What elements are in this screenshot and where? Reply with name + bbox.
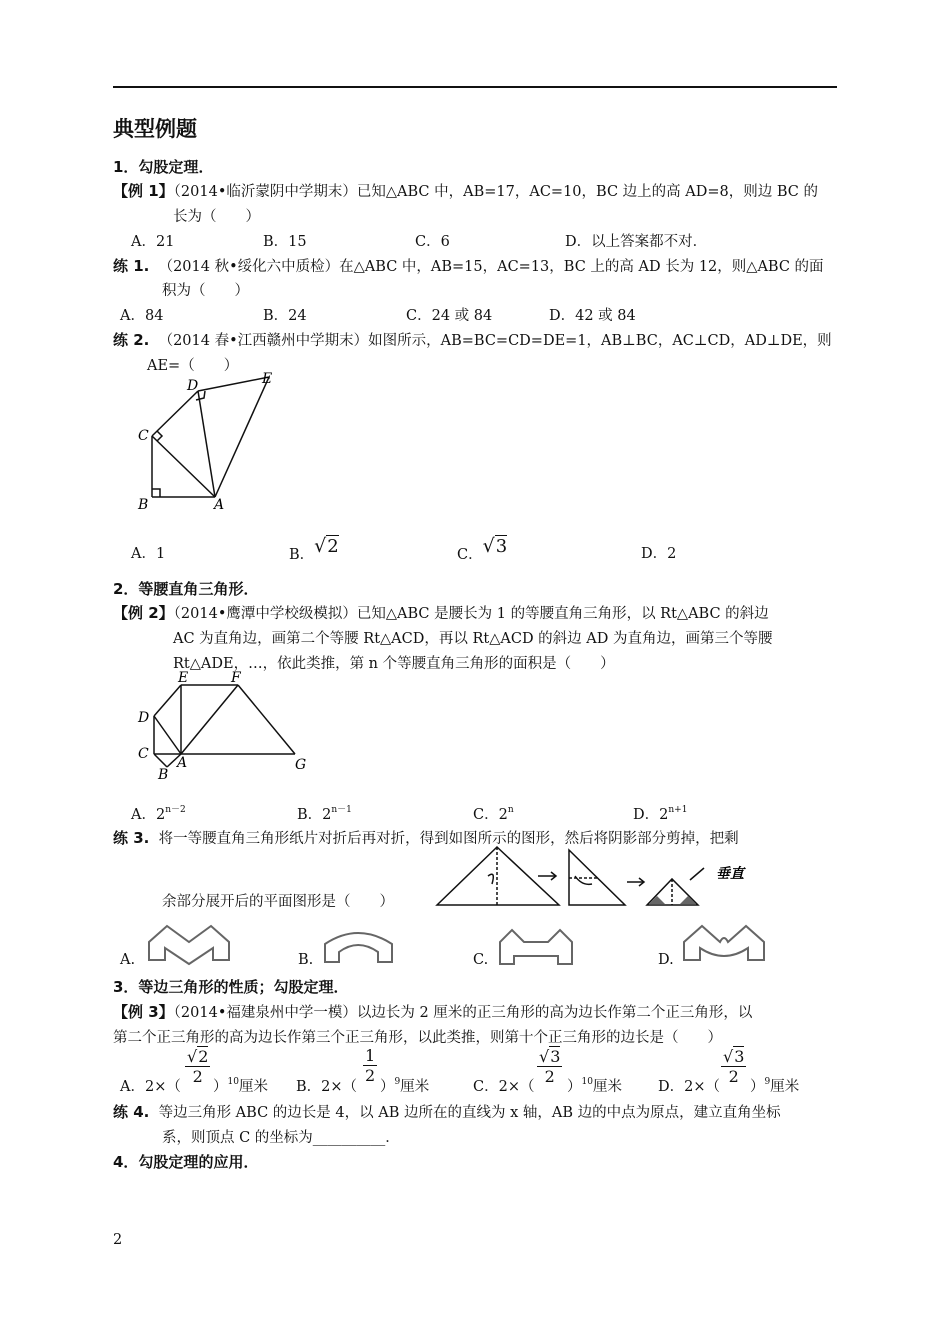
label-a: A xyxy=(214,497,225,513)
radicand-b: 2 xyxy=(327,536,339,557)
practice-3-option-a-label: A. xyxy=(120,952,136,968)
practice-2-tag: 练 2. xyxy=(113,331,150,349)
example-3-option-a-tail xyxy=(213,1075,268,1096)
example-1-option-d: D．以上答案都不对． xyxy=(565,234,708,250)
option-exponent: 9 xyxy=(394,1077,401,1087)
example-3-text: （2014•福建泉州中学一模）以边长为 2 厘米的正三角形的高为边长作第二个正三角形，以 xyxy=(173,1005,753,1021)
option-exponent: n xyxy=(507,805,514,815)
example-1-line-2: 长为（ ） xyxy=(173,209,260,225)
practice-1-text: （2014 秋•绥化六中质检）在△ABC 中，AB=15，AC=13，BC 上的高 AD 长为 12，则△ABC 的面 xyxy=(158,259,824,275)
practice-4-line-1 xyxy=(113,1101,781,1122)
example-3-option-b xyxy=(296,1075,357,1096)
option-prefix: B．2×（ xyxy=(296,1079,358,1095)
label-d: D xyxy=(187,378,199,394)
label-e: E xyxy=(262,371,273,387)
label-c: C xyxy=(138,428,149,444)
example-1-option-b: B．15 xyxy=(263,234,307,250)
option-unit: 厘米 xyxy=(238,1079,268,1095)
practice-1-tag: 练 1. xyxy=(113,257,150,275)
page-number: 2 xyxy=(113,1232,123,1248)
option-exponent: 10 xyxy=(227,1077,239,1087)
example-3-option-a xyxy=(120,1075,181,1096)
practice-2-option-c-label: C． xyxy=(457,547,483,563)
practice-4-tag: 练 4. xyxy=(113,1103,150,1121)
option-base: C．2 xyxy=(473,807,508,823)
numerator: 2 xyxy=(198,1047,209,1066)
practice-2-text: （2014 春•江西赣州中学期末）如图所示，AB=BC=CD=DE=1，AB⊥BC，AC⊥CD，AD⊥DE，则 xyxy=(158,333,832,349)
practice-3-fold-figure xyxy=(432,842,792,912)
section-1-title: 1．勾股定理． xyxy=(113,158,214,176)
option-base: D．2 xyxy=(633,807,669,823)
radicand-c: 3 xyxy=(495,536,508,557)
practice-3-option-b-shape xyxy=(320,922,400,968)
example-1-option-a: A．21 xyxy=(131,234,175,250)
section-2-title: 2．等腰直角三角形． xyxy=(113,580,259,598)
example-1-tag: 【例 1】 xyxy=(113,182,174,200)
example-2-option-a xyxy=(131,803,186,824)
practice-2-option-d: D．2 xyxy=(641,546,677,562)
section-4-title: 4．勾股定理的应用． xyxy=(113,1153,259,1171)
option-exponent: n－2 xyxy=(165,805,186,815)
practice-2-line-1 xyxy=(113,329,832,350)
practice-4-line-2: 系，则顶点 C 的坐标为__________． xyxy=(162,1130,400,1146)
option-unit: 厘米 xyxy=(400,1079,430,1095)
practice-2-option-b-label: B． xyxy=(289,547,315,563)
option-base: B．2 xyxy=(297,807,332,823)
option-prefix: C．2×（ xyxy=(473,1079,535,1095)
practice-3-option-c-shape xyxy=(496,922,580,968)
sqrt-symbol: √ xyxy=(539,1047,550,1066)
denominator: 2 xyxy=(192,1067,203,1086)
example-2-text: （2014•鹰潭中学校级模拟）已知△ABC 是腰长为 1 的等腰直角三角形，以 Rt△ABC 的斜边 xyxy=(173,606,769,622)
section-3-title: 3．等边三角形的性质；勾股定理． xyxy=(113,978,349,996)
practice-2-option-c xyxy=(457,535,508,563)
practice-3-option-d-label: D. xyxy=(658,952,674,968)
close-paren: ） xyxy=(380,1079,395,1095)
practice-1-option-c: C．24 或 84 xyxy=(406,308,493,324)
sqrt-symbol: √ xyxy=(723,1047,734,1066)
label-e: E xyxy=(178,670,189,686)
practice-1-line-1 xyxy=(113,255,824,276)
option-unit: 厘米 xyxy=(592,1079,622,1095)
numerator: 3 xyxy=(550,1047,561,1066)
practice-3-text: 将一等腰直角三角形纸片对折后再对折，得到如图所示的图形，然后将阴影部分剪掉，把剩 xyxy=(158,831,739,847)
numerator: 1 xyxy=(365,1046,376,1065)
denominator: 2 xyxy=(728,1067,739,1086)
example-2-tag: 【例 2】 xyxy=(113,604,174,622)
practice-2-line-2: AE=（ ） xyxy=(147,358,239,374)
example-3-option-d xyxy=(658,1075,720,1096)
example-3-option-b-tail xyxy=(380,1075,429,1096)
practice-1-option-a: A．84 xyxy=(120,308,164,324)
example-2-option-d xyxy=(633,803,687,824)
practice-2-option-b xyxy=(289,535,339,563)
example-2-option-c xyxy=(473,803,514,824)
option-unit: 厘米 xyxy=(770,1079,800,1095)
option-base: A．2 xyxy=(131,807,166,823)
close-paren: ） xyxy=(213,1079,228,1095)
practice-3-option-b-label: B. xyxy=(298,952,314,968)
sqrt-symbol: √ xyxy=(482,535,495,557)
example-3-option-d-tail xyxy=(750,1075,799,1096)
example-2-option-b xyxy=(297,803,352,824)
fraction-c xyxy=(537,1046,562,1086)
header-rule xyxy=(113,86,837,88)
fraction-a xyxy=(185,1046,210,1086)
label-g: G xyxy=(295,757,307,773)
label-b: B xyxy=(158,767,169,782)
example-2-line-1 xyxy=(113,602,769,623)
close-paren: ） xyxy=(567,1079,582,1095)
practice-1-option-b: B．24 xyxy=(263,308,307,324)
practice-3-option-c-label: C. xyxy=(473,952,489,968)
option-exponent: 10 xyxy=(581,1077,593,1087)
practice-2-figure xyxy=(133,370,283,515)
fraction-b xyxy=(363,1046,377,1085)
sqrt-symbol: √ xyxy=(187,1047,198,1066)
example-1-option-c: C．6 xyxy=(415,234,450,250)
numerator: 3 xyxy=(734,1047,745,1066)
label-c: C xyxy=(138,746,149,762)
practice-1-option-d: D．42 或 84 xyxy=(549,308,636,324)
vertical-label: 垂直 xyxy=(716,866,744,882)
denominator: 2 xyxy=(365,1066,376,1085)
label-f: F xyxy=(231,670,241,686)
denominator: 2 xyxy=(544,1067,555,1086)
practice-3-option-d-shape xyxy=(680,920,770,968)
label-a: A xyxy=(177,755,188,771)
sqrt-symbol: √ xyxy=(314,535,327,557)
example-3-option-c xyxy=(473,1075,534,1096)
example-3-option-c-tail xyxy=(567,1075,622,1096)
practice-3-line-2: 余部分展开后的平面图形是（ ） xyxy=(162,894,394,910)
example-3-line-2: 第二个正三角形的高为边长作第三个正三角形，以此类推，则第十个正三角形的边长是（ ） xyxy=(113,1030,722,1046)
close-paren: ） xyxy=(750,1079,765,1095)
example-1-text: （2014•临沂蒙阴中学期末）已知△ABC 中，AB=17，AC=10，BC 边上的高 AD=8，则边 BC 的 xyxy=(173,184,818,200)
option-exponent: n+1 xyxy=(668,805,688,815)
section-heading: 典型例题 xyxy=(113,117,197,141)
option-prefix: A．2×（ xyxy=(120,1079,181,1095)
practice-2-option-a: A．1 xyxy=(131,546,166,562)
option-exponent: 9 xyxy=(764,1077,771,1087)
example-2-figure xyxy=(135,670,320,782)
example-2-line-3: Rt△ADE，…，依此类推，第 n 个等腰直角三角形的面积是（ ） xyxy=(173,656,615,672)
practice-4-text: 等边三角形 ABC 的边长是 4，以 AB 边所在的直线为 x 轴，AB 边的中点为原点，建立直角坐标 xyxy=(158,1105,781,1121)
fraction-d xyxy=(721,1046,746,1086)
practice-1-line-2: 积为（ ） xyxy=(162,283,249,299)
option-prefix: D．2×（ xyxy=(658,1079,721,1095)
example-3-tag: 【例 3】 xyxy=(113,1003,174,1021)
option-exponent: n－1 xyxy=(331,805,352,815)
example-2-line-2: AC 为直角边，画第二个等腰 Rt△ACD，再以 Rt△ACD 的斜边 AD 为直角边，画第三个等腰 xyxy=(173,631,773,647)
example-1-line-1 xyxy=(113,180,818,201)
label-b: B xyxy=(138,497,149,513)
practice-3-option-a-shape xyxy=(145,920,235,968)
practice-3-tag: 练 3. xyxy=(113,829,150,847)
example-3-line-1 xyxy=(113,1001,752,1022)
label-d: D xyxy=(138,710,150,726)
